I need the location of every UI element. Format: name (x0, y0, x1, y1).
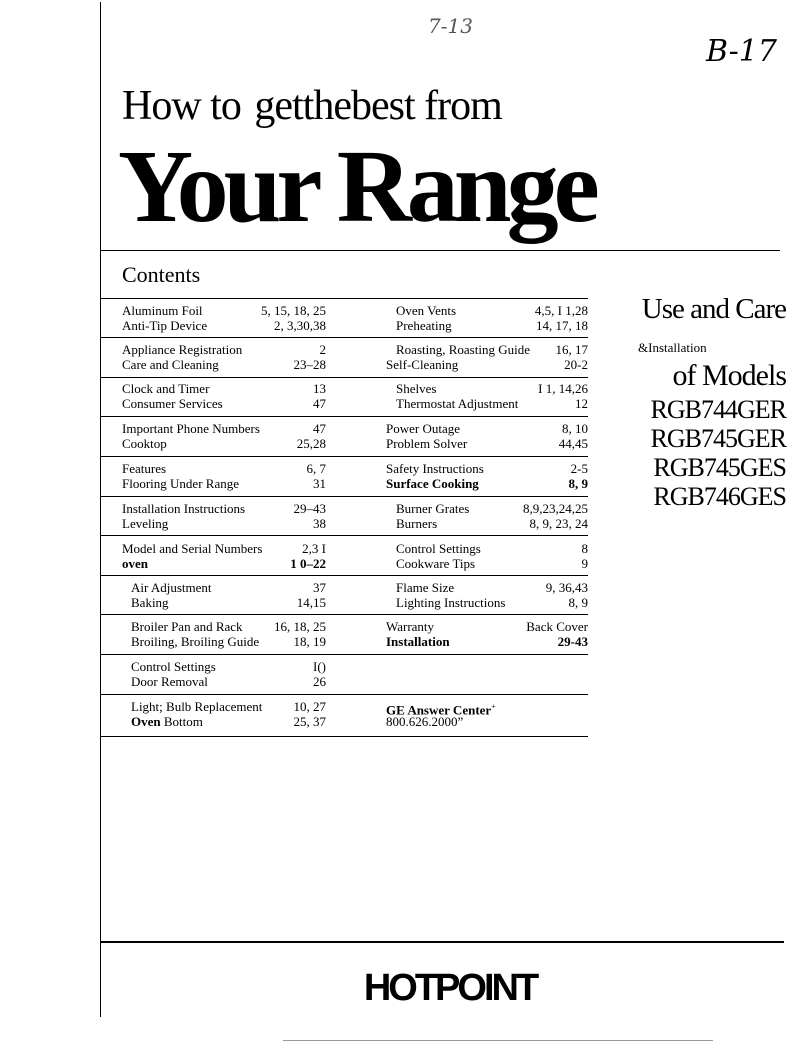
toc-entry (131, 634, 326, 650)
toc-entry-pages: 44,45 (558, 436, 588, 451)
toc-entry-pages: 47 (313, 396, 326, 411)
toc-divider (363, 496, 588, 497)
toc-entry-pages: 20-2 (564, 357, 588, 372)
toc-entry (122, 461, 326, 477)
toc-entry (122, 436, 326, 452)
toc-entry-pages: 8, 9 (568, 476, 588, 491)
toc-entry-pages: 25, 37 (293, 714, 326, 729)
left-vertical-rule (100, 2, 101, 1017)
toc-entry (131, 619, 326, 635)
toc-entry-label: Important Phone Numbers (122, 421, 260, 436)
toc-entry-label: Installation Instructions (122, 501, 246, 516)
toc-divider (363, 337, 588, 338)
toc-entry-label: Light; Bulb Replacement (131, 699, 263, 714)
toc-entry (396, 381, 588, 397)
toc-entry-pages: 8,9,23,24,25 (523, 501, 588, 516)
toc-entry-label: Care and Cleaning (122, 357, 219, 372)
installation-label: &Installation (638, 340, 707, 355)
toc-entry (396, 556, 588, 572)
toc-entry-pages: 6, 7 (306, 461, 326, 476)
toc-entry-label: Installation (386, 634, 450, 649)
toc-entry-label: Surface Cooking (386, 476, 479, 491)
brand-logo: HOTPOINT (363, 967, 537, 1009)
toc-entry (386, 421, 588, 437)
toc-entry-label: Shelves (396, 381, 437, 396)
toc-entry-pages: 31 (313, 476, 326, 491)
toc-entry (396, 580, 588, 596)
toc-entry-label: Door Removal (131, 674, 208, 689)
toc-entry-label: Cookware Tips (396, 556, 476, 571)
toc-entry-label: Control Settings (396, 541, 481, 556)
toc-entry-label: Cooktop (122, 436, 167, 451)
toc-entry-pages: 13 (313, 381, 326, 396)
toc-divider (363, 654, 588, 655)
toc-divider (100, 736, 363, 737)
toc-entry-label: Clock and Timer (122, 381, 210, 396)
model-number: RGB745GER (650, 424, 786, 453)
toc-entry-label: Lighting Instructions (396, 595, 506, 610)
toc-entry (122, 421, 326, 437)
toc-entry-pages: 23–28 (293, 357, 326, 372)
toc-divider (363, 614, 588, 615)
toc-entry-pages: 2 (319, 342, 326, 357)
toc-entry-pages: Back Cover (526, 619, 588, 634)
toc-entry-pages: 14, 17, 18 (536, 318, 588, 333)
model-number: RGB745GES (653, 453, 786, 482)
toc-entry-label: oven (122, 556, 148, 571)
toc-divider (363, 416, 588, 417)
toc-entry-label: Air Adjustment (131, 580, 212, 595)
toc-entry (131, 595, 326, 611)
toc-entry-pages: 25,28 (296, 436, 326, 451)
toc-entry (122, 357, 326, 373)
toc-entry-superscript: + (491, 702, 496, 711)
toc-entry-pages: 2,3 I (302, 541, 326, 556)
model-number: RGB744GER (650, 395, 786, 424)
toc-entry-label: Broiling, Broiling Guide (131, 634, 260, 649)
toc-entry-pages: 14,15 (296, 595, 326, 610)
toc-entry (122, 396, 326, 412)
toc-divider (100, 337, 363, 338)
toc-divider (100, 694, 363, 695)
toc-entry-label: Model and Serial Numbers (122, 541, 263, 556)
toc-entry-label-bold: Oven (131, 714, 161, 729)
header-how-to: How to (122, 83, 241, 129)
toc-entry-label: Burners (396, 516, 438, 531)
toc-entry (131, 659, 326, 675)
toc-divider (363, 377, 588, 378)
toc-entry-label: Power Outage (386, 421, 461, 436)
toc-entry-label: Self-Cleaning (386, 357, 459, 372)
toc-entry-label: Flame Size (396, 580, 455, 595)
toc-entry-pages: 5, 15, 18, 25 (261, 303, 326, 318)
toc-divider (100, 416, 363, 417)
toc-entry-label: Features (122, 461, 167, 476)
toc-entry-label-rest: Bottom (160, 714, 203, 729)
toc-entry (396, 318, 588, 334)
toc-entry-label (131, 714, 203, 730)
toc-divider (100, 654, 363, 655)
toc-entry (122, 303, 326, 319)
toc-divider (100, 456, 363, 457)
toc-top-rule (100, 298, 588, 299)
footer-rule (283, 1040, 713, 1041)
toc-entry (396, 541, 588, 557)
toc-entry-pages: 29-43 (557, 634, 588, 649)
toc-entry-pages: 12 (575, 396, 588, 411)
header-line1 (122, 82, 502, 130)
toc-entry (396, 342, 588, 358)
toc-divider (100, 496, 363, 497)
toc-entry-label: Burner Grates (396, 501, 470, 516)
toc-entry-label: Safety Instructions (386, 461, 484, 476)
toc-entry-pages: I 1, 14,26 (538, 381, 588, 396)
toc-entry-label: Preheating (396, 318, 452, 333)
toc-entry-label: Oven Vents (396, 303, 457, 318)
toc-entry (386, 714, 588, 730)
toc-entry-pages: 8, 9, 23, 24 (529, 516, 588, 531)
toc-entry-pages: 1 0–22 (290, 556, 326, 571)
toc-entry-label: Consumer Services (122, 396, 223, 411)
toc-entry (122, 501, 326, 517)
toc-entry (386, 461, 588, 477)
use-and-care-label: Use and Care (641, 293, 786, 325)
model-number: RGB746GES (653, 482, 786, 511)
toc-entry-label: Warranty (386, 619, 435, 634)
toc-entry-pages: 16, 17 (555, 342, 588, 357)
toc-entry-pages: 47 (313, 421, 326, 436)
header-get-the-best: getthebest from (254, 83, 502, 129)
toc-entry-label: GE Answer Center+ (386, 702, 496, 718)
toc-entry-label: Baking (131, 595, 169, 610)
toc-entry (386, 619, 588, 635)
toc-entry-pages: 38 (313, 516, 326, 531)
page-title: Your Range (118, 129, 595, 244)
toc-entry (122, 342, 326, 358)
toc-entry (396, 303, 588, 319)
toc-entry (131, 674, 326, 690)
handwritten-corner-mark: B-17 (706, 34, 777, 69)
toc-entry-pages: 9, 36,43 (545, 580, 588, 595)
toc-entry-pages: 29–43 (293, 501, 326, 516)
toc-entry-pages: 10, 27 (293, 699, 326, 714)
toc-entry (386, 699, 588, 718)
toc-entry (386, 436, 588, 452)
toc-divider (363, 575, 588, 576)
toc-entry (122, 516, 326, 532)
toc-entry-label: Broiler Pan and Rack (131, 619, 243, 634)
toc-entry (396, 501, 588, 517)
toc-entry-pages: 9 (581, 556, 588, 571)
toc-entry-label: Flooring Under Range (122, 476, 239, 491)
toc-entry (122, 381, 326, 397)
toc-entry-label: Roasting, Roasting Guide (396, 342, 530, 357)
toc-divider (100, 575, 363, 576)
toc-divider (100, 614, 363, 615)
toc-entry-label: Control Settings (131, 659, 216, 674)
title-rule (100, 250, 780, 251)
toc-entry-pages: 8, 10 (562, 421, 588, 436)
handwritten-page-mark: 7-13 (428, 14, 473, 38)
bottom-rule (100, 941, 784, 943)
toc-entry (122, 318, 326, 334)
toc-entry-pages: 8, 9 (568, 595, 588, 610)
toc-divider (363, 736, 588, 737)
toc-entry (396, 516, 588, 532)
toc-entry-pages: 2-5 (570, 461, 588, 476)
toc-entry-pages: 4,5, I 1,28 (534, 303, 588, 318)
toc-divider (363, 535, 588, 536)
toc-entry-pages: 16, 18, 25 (274, 619, 326, 634)
toc-entry (131, 699, 326, 715)
toc-entry-label: Anti-Tip Device (122, 318, 208, 333)
toc-entry (386, 357, 588, 373)
toc-entry-pages: 8 (581, 541, 588, 556)
toc-entry-pages: 2, 3,30,38 (274, 318, 326, 333)
toc-entry-pages: 26 (313, 674, 326, 689)
toc-entry (131, 580, 326, 596)
toc-entry-pages: I() (313, 659, 326, 674)
toc-entry (386, 476, 588, 492)
toc-entry-pages: 37 (313, 580, 326, 595)
toc-divider (363, 456, 588, 457)
toc-entry-label: 800.626.2000” (386, 714, 464, 729)
toc-divider (100, 535, 363, 536)
of-models-label: of Models (672, 359, 786, 392)
toc-divider (363, 694, 588, 695)
toc-entry (122, 556, 326, 572)
toc-entry-label: Problem Solver (386, 436, 468, 451)
toc-entry-label: Appliance Registration (122, 342, 243, 357)
toc-entry (386, 634, 588, 650)
toc-entry-label: Leveling (122, 516, 169, 531)
toc-entry (131, 714, 326, 730)
toc-entry (396, 595, 588, 611)
toc-entry (122, 541, 326, 557)
toc-entry-label: Aluminum Foil (122, 303, 203, 318)
toc-divider (100, 377, 363, 378)
toc-entry-label: Thermostat Adjustment (396, 396, 519, 411)
toc-entry (122, 476, 326, 492)
toc-entry-pages: 18, 19 (293, 634, 326, 649)
contents-heading: Contents (122, 262, 201, 287)
toc-entry (396, 396, 588, 412)
